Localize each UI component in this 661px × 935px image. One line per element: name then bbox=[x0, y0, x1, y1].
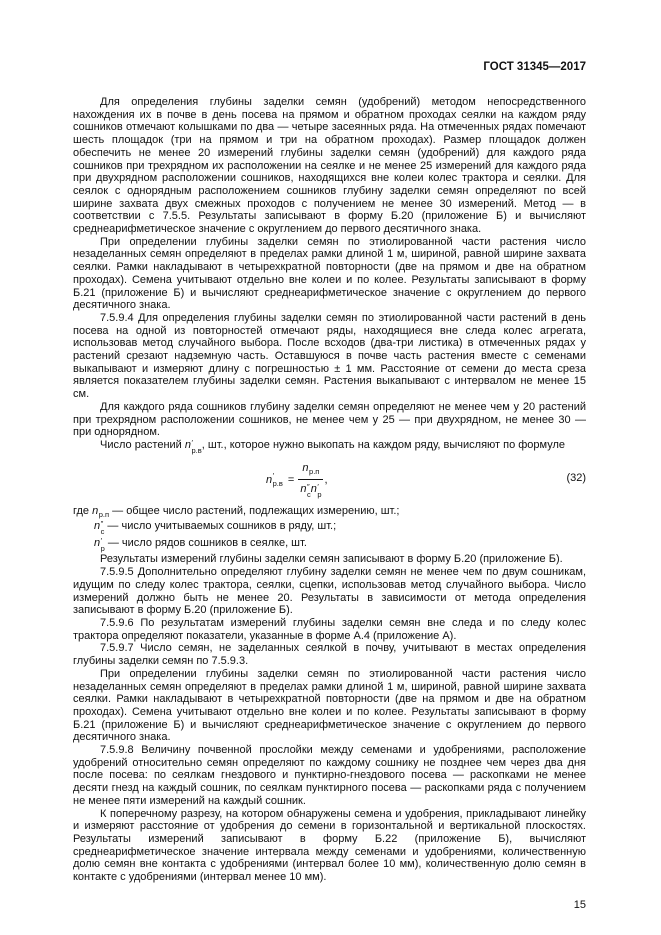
where-definition-text: — число рядов сошников в сеялке, шт. bbox=[104, 537, 307, 550]
paragraph-results-form-b20: Результаты измерений глубины заделки семян записывают в форму Б.20 (приложение Б). bbox=[100, 553, 563, 566]
intro-variable-subscript: р.в bbox=[191, 445, 202, 455]
denominator-variable-2: n bbox=[310, 482, 317, 495]
formula-denominator bbox=[298, 480, 323, 499]
numerator-subscript: р.п bbox=[309, 466, 320, 476]
formula-32 bbox=[73, 461, 586, 498]
document-code-header: ГОСТ 31345—2017 bbox=[483, 61, 586, 73]
where-definition-text: — общее число растений, подлежащих измерению, шт.; bbox=[109, 504, 400, 517]
formula-fraction bbox=[298, 462, 323, 499]
clause-7-5-9-7: 7.5.9.7 Число семян, не заделанных сеялкой в почву, учитывают в местах определения глубины заделки семян по 7.5.9.3. bbox=[73, 642, 586, 668]
where-variable: n bbox=[94, 520, 101, 533]
where-variable-subscript: р bbox=[100, 544, 105, 554]
paragraph-unburied-seeds-count-repeat: При определении глубины заделки семян по этиолированной части растения число незаделанных семян определяют в пределах рамки длиной 1 м, шириной, равной ширине захвата сеялки. Рамки накладывают в четырехкратной повторности (две на прямом и две на обратном проходах). Семена учитывают отдельно вне колеи и по колее. Результаты записывают в форму Б.21 (приложение Б) и вычисляют среднеарифметическое значение с округлением до первого десятичного знака. bbox=[73, 667, 586, 744]
intro-variable-indices bbox=[192, 439, 202, 455]
clause-7-5-9-6: 7.5.9.6 По результатам измерений глубины заделки семян вне следа и по следу колес трактора определяют показатели, указанные в форме А.4 (приложение А). bbox=[73, 617, 586, 642]
where-variable-subscript: с bbox=[100, 527, 105, 537]
clause-7-5-9-5: 7.5.9.5 Дополнительно определяют глубину заделки семян не менее чем по двум сошникам, идущим по следу колес трактора, сеялки, сцепки, использовав метод случайного выбора. Число измерений должно быть не менее 20. Результаты в зависимости от метода определения записывают в форму Б.20 (приложение Б). bbox=[73, 566, 586, 617]
denominator-prime-1: ″ bbox=[306, 481, 310, 491]
intro-text-after: , шт., которое нужно выкопать на каждом ряду, вычисляют по формуле bbox=[201, 438, 566, 451]
where-variable: n bbox=[94, 537, 101, 550]
denominator-variable-1: n bbox=[300, 482, 307, 495]
where-variable-prime: ″ bbox=[100, 519, 104, 529]
formula-lhs-variable: n bbox=[266, 474, 273, 487]
page-body bbox=[73, 96, 586, 884]
denominator-subscript-2: р bbox=[317, 489, 322, 499]
formula-number: (32) bbox=[566, 471, 586, 484]
paragraph-plants-count-intro bbox=[73, 439, 586, 455]
numerator-variable: n bbox=[302, 461, 309, 474]
where-definition-openers-in-row bbox=[73, 519, 586, 536]
formula-expression bbox=[266, 462, 328, 499]
paragraph-measurements-per-row: Для каждого ряда сошников глубину заделки семян определяют не менее чем у 20 растений при трехрядном расположении сошников, не менее чем у 25 — при двухрядном, не менее 30 — при однорядном. bbox=[73, 400, 586, 439]
formula-lhs-prime: ′ bbox=[272, 471, 275, 481]
denominator-indices-2 bbox=[317, 483, 321, 499]
where-variable-subscript: р.п bbox=[98, 509, 110, 519]
formula-equals-sign: = bbox=[287, 474, 295, 487]
where-variable: n bbox=[92, 504, 99, 517]
formula-lhs-indices bbox=[273, 472, 283, 488]
intro-text-before: Число растений bbox=[100, 438, 185, 451]
formula-numerator bbox=[298, 462, 323, 480]
page-number: 15 bbox=[573, 899, 586, 911]
paragraph-cross-section-measurement: К поперечному разрезу, на котором обнаружены семена и удобрения, прикладывают линейку и измеряют расстояние от удобрения до семени в горизонтальной и вертикальной плоскостях. Результаты измерений записывают в форму Б.22 (приложение Б), вычисляют среднеарифметическое значение интервала между семенами и удобрениями, количественную долю семян вне контакта с удобрениями (интервал более 10 мм), количественную долю семян в контакте с удобрениями (интервал менее 10 мм). bbox=[73, 807, 586, 884]
clause-7-5-9-8: 7.5.9.8 Величину почвенной прослойки между семенами и удобрениями, расположение удобрений относительно семян определяют по каждому сошнику не позднее чем через два дня после посева: по сеялкам гнездового и пунктирно-гнездового посева — раскопками не менее десяти гнезд на каждый сошник, по сеялкам пунктирного посева — раскопками ряда с получением не менее пяти измерений на каждый сошник. bbox=[73, 744, 586, 807]
where-prefix: где bbox=[73, 504, 93, 517]
intro-variable-prime: ′ bbox=[191, 437, 193, 447]
denominator-subscript-1: с bbox=[306, 489, 311, 499]
clause-7-5-9-4: 7.5.9.4 Для определения глубины заделки семян по этиолированной части растений в день посева на одной из повторностей отмечают ряды, находящиеся вне следа колес агрегата, использовав метод случайного выбора. После всходов (два-три листика) в отмеченных рядах у растений срезают надземную часть. Оставшуюся в почве часть растения вместе с семенами выкапывают и измеряют длину с погрешностью ± 1 мм. Расстояние от семени до места среза является показателем глубины заделки семян. Растения выкапывают с интервалом не менее 15 см. bbox=[73, 311, 586, 401]
denominator-prime-2: ′ bbox=[317, 481, 319, 491]
where-definition-text: — число учитываемых сошников в ряду, шт.; bbox=[104, 520, 337, 533]
formula-lhs-subscript: р.в bbox=[272, 479, 283, 489]
paragraph-unburied-seeds-count: При определении глубины заделки семян по этиолированной части растения число незаделанных семян определяют в пределах рамки длиной 1 м, шириной, равной ширине захвата сеялки. Рамки накладывают в четырехкратной повторности (две на прямом и две на обратном проходах). Семена учитывают отдельно вне колеи и по колее. Результаты записывают в форму Б.21 (приложение Б) и вычисляют среднеарифметическое значение с округлением до первого десятичного знака. bbox=[73, 235, 586, 312]
intro-variable: n bbox=[184, 438, 192, 451]
where-variable-prime: ′ bbox=[100, 536, 103, 546]
where-definition-opener-rows bbox=[73, 536, 586, 553]
paragraph-seed-depth-direct-method: Для определения глубины заделки семян (удобрений) методом непосредственного нахождения их в почве в день посева на прямом и обратном проходах сеялки на каждом ряду сошников отмечают колышками по два — четыре засеянных ряда. На отмеченных рядах помечают шесть площадок (три на прямом и три на обратном проходах). Размер площадок должен обеспечить не менее 20 измерений глубины заделки семян (удобрений) для каждого ряда сошников при трехрядном их расположении на сеялке и не менее 25 измерений для каждого ряда при двухрядном расположении сошников, находящихся вне колеи колес трактора и сеялки. Для сеялок с однорядным расположением сошников глубину заделки семян определяют по всей ширине захвата двух смежных проходов с получением не менее 30 измерений. Метод — в соответствии с 7.5.5. Результаты записывают в форму Б.20 (приложение Б) и вычисляют среднеарифметическое значение с округлением до первого десятичного знака. bbox=[73, 96, 586, 236]
where-definition-total-plants bbox=[73, 504, 586, 520]
formula-trailing-comma: , bbox=[324, 474, 328, 487]
